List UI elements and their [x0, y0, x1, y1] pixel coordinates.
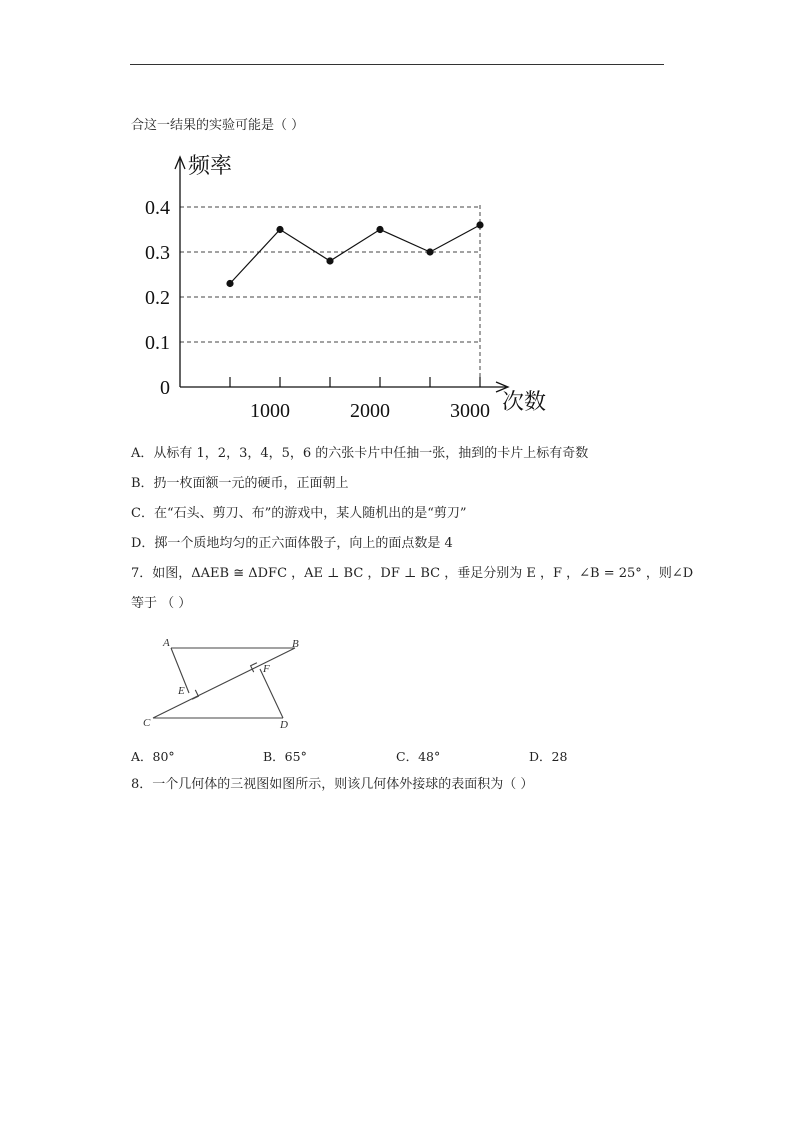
y-tick-label-0: 0 — [160, 377, 170, 399]
y-tick-label-0.4: 0.4 — [145, 197, 170, 219]
q6-option-b: B．扔一枚面额一元的硬币，正面朝上 — [131, 476, 349, 491]
header-rule — [130, 64, 664, 65]
label-c: C — [143, 717, 151, 729]
segment-df — [260, 669, 283, 718]
data-point-4 — [376, 226, 383, 233]
q7-stem-line1: 7．如图，ΔAEB ≅ ΔDFC ，AE ⊥ BC ，DF ⊥ BC ，垂足分别为 E ，F ，∠B = 25° ，则∠D — [131, 566, 694, 581]
label-a: A — [163, 637, 170, 649]
x-tick-label-1000: 1000 — [250, 400, 290, 422]
chart-ylabel: 频率 — [188, 154, 233, 179]
label-e: E — [178, 685, 185, 697]
q6-option-a: A．从标有 1，2，3，4，5，6 的六张卡片中任抽一张，抽到的卡片上标有奇数 — [131, 446, 589, 461]
q7-stem-line2: 等于 （ ） — [131, 596, 192, 611]
triangle-figure — [135, 630, 315, 735]
data-point-1 — [226, 280, 233, 287]
y-tick-label-0.2: 0.2 — [145, 287, 170, 309]
x-tick-label-3000: 3000 — [450, 400, 490, 422]
y-tick-label-0.1: 0.1 — [145, 332, 170, 354]
q6-option-d: D．掷一个质地均匀的正六面体骰子，向上的面点数是 4 — [131, 536, 453, 551]
series-line — [230, 225, 480, 284]
chart-series — [226, 221, 483, 287]
chart-xlabel: 次数 — [502, 390, 547, 415]
label-d: D — [280, 719, 288, 731]
label-b: B — [292, 638, 299, 650]
data-point-3 — [326, 257, 333, 264]
q7-option-d: D．28 — [529, 749, 568, 764]
q6-stem-tail: 合这一结果的实验可能是（ ） — [131, 118, 305, 133]
frequency-chart — [140, 145, 560, 430]
x-tick-label-2000: 2000 — [350, 400, 390, 422]
chart-axes — [175, 157, 508, 392]
q6-option-c: C．在“石头、剪刀、布”的游戏中，某人随机出的是“剪刀” — [131, 506, 467, 521]
data-point-6 — [476, 221, 483, 228]
q7-option-c: C．48° — [396, 749, 441, 764]
q7-option-a: A．80° — [131, 749, 175, 764]
segment-cb — [153, 648, 295, 718]
chart-ticks — [145, 197, 490, 422]
data-point-2 — [276, 226, 283, 233]
q8-stem-line1: 8．一个几何体的三视图如图所示，则该几何体外接球的表面积为（ ） — [131, 777, 534, 792]
chart-grid — [180, 205, 480, 387]
y-tick-label-0.3: 0.3 — [145, 242, 170, 264]
label-f: F — [263, 663, 270, 675]
data-point-5 — [426, 248, 433, 255]
q7-option-b: B．65° — [263, 749, 307, 764]
